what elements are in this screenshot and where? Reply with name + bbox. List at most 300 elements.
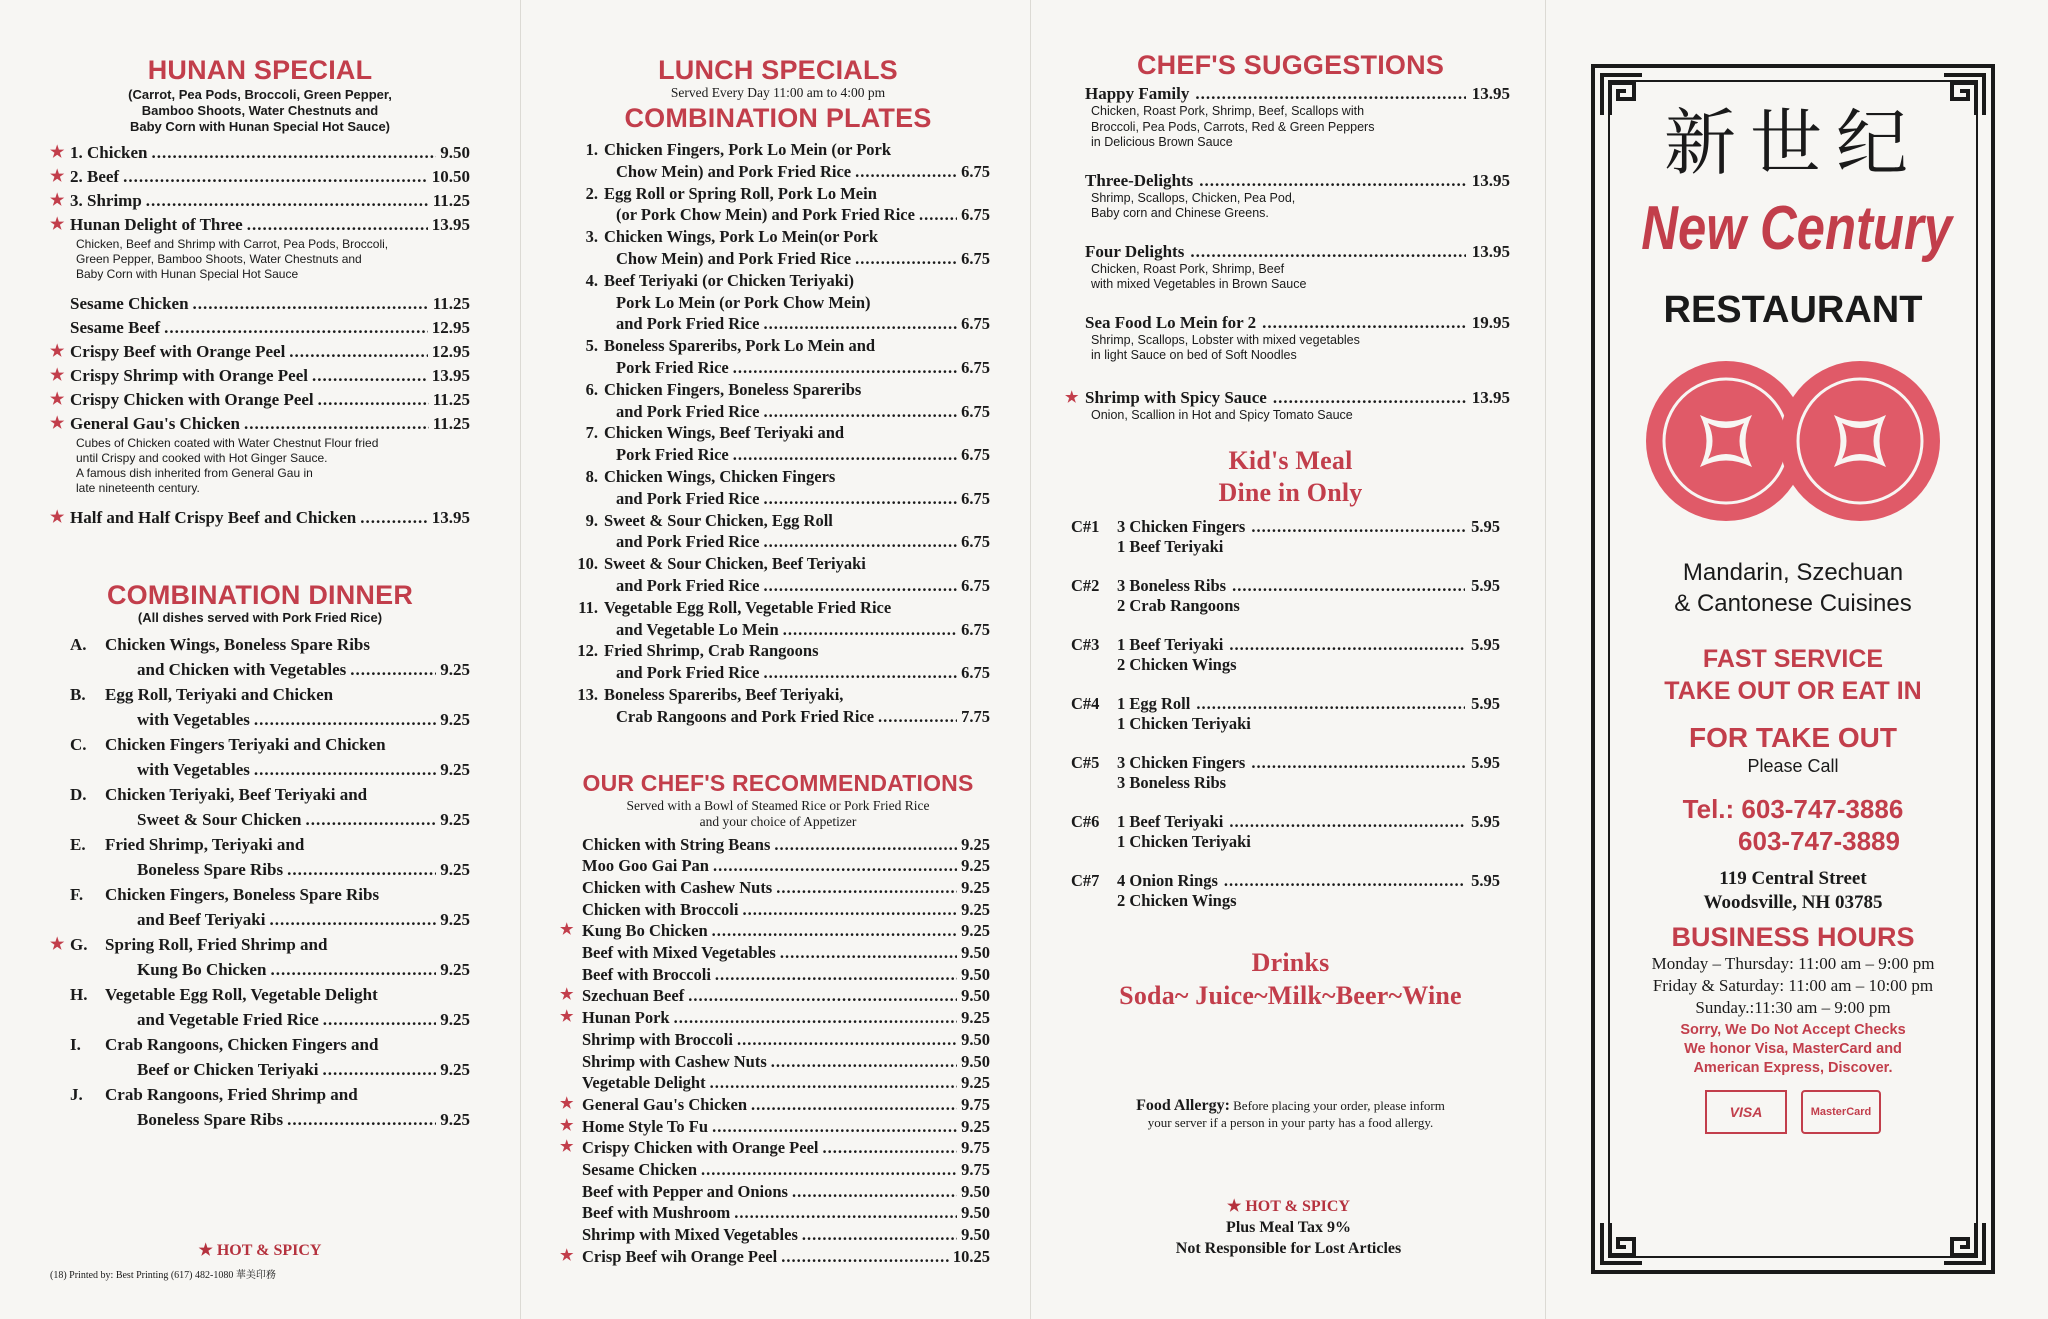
desc-line: Cubes of Chicken coated with Water Chestnut Flour fried	[76, 436, 379, 450]
chef-rec-item	[574, 834, 990, 856]
menu-item-name: 2. Beef	[70, 167, 120, 186]
mid-footer	[1031, 1196, 1546, 1259]
menu-item-price: 9.50	[440, 143, 470, 162]
leader-dots	[350, 657, 436, 682]
fast-service: FAST SERVICE TAKE OUT OR EAT IN	[1664, 645, 1922, 705]
hot-spicy-star-icon: ★	[50, 391, 65, 408]
lunch-number: 13.	[577, 684, 598, 704]
lunch-price: 6.75	[961, 357, 990, 377]
hot-spicy-star-icon: ★	[560, 1117, 574, 1134]
hot-spicy-star-icon: ★	[560, 922, 574, 939]
leader-dots	[1262, 313, 1466, 333]
chef-sug-name: Shrimp with Spicy Sauce	[1085, 387, 1267, 407]
combo-price: 9.25	[440, 1110, 470, 1129]
chef-rec-title: OUR CHEF'S RECOMMENDATIONS	[582, 769, 974, 796]
combo-price: 9.25	[440, 860, 470, 879]
kids-line2: 1 Chicken Teriyaki	[1117, 714, 1251, 733]
combo-item	[70, 882, 470, 932]
lunch-line1: Boneless Spareribs, Beef Teriyaki,	[604, 684, 844, 704]
kids-line2: 1 Beef Teriyaki	[1117, 537, 1224, 556]
combo-line1: Chicken Fingers Teriyaki and Chicken	[105, 735, 386, 754]
combo-letter: B.	[70, 685, 86, 704]
telephone-2[interactable]: 603-747-3889	[1738, 826, 1900, 856]
desc-line: late nineteenth century.	[76, 481, 200, 495]
lunch-last-text: Crab Rangoons and Pork Fried Rice	[616, 706, 875, 726]
lunch-line2: Pork Lo Mein (or Pork Chow Mein)	[616, 292, 871, 312]
menu-item-name: Crispy Shrimp with Orange Peel	[70, 366, 308, 385]
kids-item	[1071, 576, 1500, 616]
restaurant-name: New Century	[1641, 194, 1953, 263]
desc-line: with mixed Vegetables in Brown Sauce	[1091, 277, 1307, 291]
lunch-line1: Chicken Fingers, Boneless Spareribs	[604, 379, 862, 399]
cover-content	[1608, 100, 1978, 1134]
leader-dots	[688, 985, 957, 1007]
leader-dots	[855, 161, 957, 183]
hot-spicy-star-icon: ★	[560, 987, 574, 1004]
lunch-last-text: Pork Fried Rice	[616, 357, 729, 377]
chef-rec-item	[560, 1007, 990, 1029]
chef-rec-price: 9.50	[961, 1181, 990, 1201]
desc-line: Chicken, Roast Pork, Shrimp, Beef, Scallops with	[1091, 104, 1365, 118]
chef-rec-price: 9.25	[961, 834, 990, 854]
chef-sug-name: Happy Family	[1085, 84, 1190, 103]
leader-dots	[823, 1137, 958, 1159]
leader-dots	[287, 857, 436, 882]
hot-spicy-star-icon: ★	[560, 1009, 574, 1026]
menu-item-name: Hunan Delight of Three	[70, 215, 243, 234]
chef-rec-price: 9.50	[961, 1225, 990, 1245]
lost-articles: Not Responsible for Lost Articles	[1175, 1240, 1402, 1257]
combo-line1: Chicken Teriyaki, Beef Teriyaki and	[105, 785, 368, 804]
chef-sug-desc	[1071, 408, 1510, 424]
menu-item	[50, 506, 470, 530]
combo-item	[70, 632, 470, 682]
lunch-line1: Chicken Fingers, Pork Lo Mein (or Pork	[604, 140, 892, 159]
chef-sug-desc	[1071, 191, 1510, 222]
combo-line2-text: Kung Bo Chicken	[137, 960, 267, 979]
kids-line1	[1071, 812, 1500, 832]
lunch-number: 4.	[585, 270, 598, 290]
kids-code: C#2	[1071, 576, 1100, 595]
leader-dots	[774, 834, 957, 856]
lunch-number: 1.	[585, 140, 598, 159]
kids-price: 5.95	[1471, 576, 1500, 595]
menu-item	[70, 316, 470, 340]
leader-dots	[713, 855, 957, 877]
lunch-price: 6.75	[961, 532, 990, 552]
lunch-price: 6.75	[961, 575, 990, 595]
chef-rec-list	[560, 834, 990, 1268]
chef-sug-list	[1065, 84, 1510, 423]
kids-meal-title: Kid's Meal Dine in Only	[1218, 446, 1363, 507]
chef-rec-price: 9.75	[961, 1138, 990, 1158]
chef-rec-name: Kung Bo Chicken	[582, 921, 708, 941]
combo-letter: H.	[70, 985, 88, 1004]
combo-letter: A.	[70, 635, 87, 654]
chef-sug-desc	[1071, 333, 1510, 364]
chef-rec-item	[574, 964, 990, 986]
combo-letter: G.	[70, 935, 88, 954]
combo-letter: J.	[70, 1085, 83, 1104]
leader-dots	[1196, 694, 1465, 714]
leader-dots	[1229, 812, 1465, 832]
hot-spicy-star-icon: ★	[50, 192, 65, 209]
chef-rec-price: 9.50	[961, 986, 990, 1006]
kids-code: C#6	[1071, 812, 1100, 831]
menu-item-price: 13.95	[431, 366, 470, 385]
menu-item-price: 13.95	[431, 508, 470, 527]
menu-item-price: 11.25	[432, 191, 470, 210]
chef-rec-name: Beef with Mushroom	[582, 1203, 731, 1223]
lunch-last-text: and Pork Fried Rice	[616, 488, 760, 508]
chinese-name: 新世纪	[1663, 101, 1922, 185]
panel-cover	[1545, 0, 2048, 1319]
leader-dots	[1273, 388, 1466, 408]
desc-line: Baby corn and Chinese Greens.	[1091, 206, 1269, 220]
desc-line: Chicken, Roast Pork, Shrimp, Beef	[1091, 261, 1285, 276]
combo-line1: Crab Rangoons, Chicken Fingers and	[105, 1035, 379, 1054]
kids-code: C#5	[1071, 753, 1100, 772]
menu-item	[50, 364, 470, 388]
leader-dots	[270, 957, 436, 982]
menu-item-name: 3. Shrimp	[70, 191, 142, 210]
combo-letter: E.	[70, 835, 86, 854]
kids-text: 1 Egg Roll	[1117, 694, 1191, 713]
menu-item-price: 12.95	[431, 342, 470, 361]
lunch-last-text: and Pork Fried Rice	[616, 575, 760, 595]
lunch-item	[566, 553, 990, 597]
chef-rec-item	[574, 942, 990, 964]
menu-item-price: 11.25	[432, 390, 470, 409]
chef-rec-item	[574, 1202, 990, 1224]
menu-item-name: Sesame Beef	[70, 318, 161, 337]
desc-line: Baby Corn with Hunan Special Hot Sauce	[76, 267, 299, 281]
chef-sug-price: 19.95	[1471, 312, 1510, 332]
lunch-last-line	[566, 662, 990, 684]
chef-rec-name: Crisp Beef wih Orange Peel	[582, 1246, 778, 1266]
combo-item	[70, 832, 470, 882]
printer-credit: (18) Printed by: Best Printing (617) 482-1080 華美印務	[50, 1270, 276, 1281]
chef-rec-item	[574, 1181, 990, 1203]
lunch-last-line	[566, 575, 990, 597]
leader-dots	[780, 942, 957, 964]
menu-item-desc	[70, 237, 470, 282]
chef-rec-name: Chicken with String Beans	[582, 834, 771, 854]
kids-item	[1071, 694, 1500, 734]
chef-rec-name: Sesame Chicken	[582, 1160, 698, 1180]
chef-rec-item	[560, 1094, 990, 1116]
combo-line2	[70, 657, 470, 682]
chef-sug-price: 13.95	[1471, 387, 1510, 407]
kids-code: C#4	[1071, 694, 1100, 713]
hot-spicy-star-icon: ★	[50, 216, 65, 233]
chef-rec-price: 9.50	[961, 1051, 990, 1071]
combo-line2	[70, 1007, 470, 1032]
leader-dots	[710, 1072, 958, 1094]
combo-line2	[70, 957, 470, 982]
chef-rec-name: Vegetable Delight	[582, 1073, 706, 1093]
combo-price: 9.25	[440, 760, 470, 779]
chef-rec-item	[574, 899, 990, 921]
chef-sug-item	[1071, 242, 1510, 262]
leader-dots	[878, 706, 957, 728]
leader-dots	[306, 807, 437, 832]
card-logos	[1608, 1090, 1978, 1134]
lunch-last-line	[566, 313, 990, 335]
payment-note: Sorry, We Do Not Accept Checks We honor Visa, MasterCard and American Express, Discover.	[1680, 1022, 1906, 1076]
chef-rec-name: Shrimp with Mixed Vegetables	[582, 1225, 798, 1245]
leader-dots	[254, 757, 436, 782]
combo-line2-text: Boneless Spare Ribs	[137, 1110, 284, 1129]
leader-dots	[763, 662, 957, 684]
leader-dots	[123, 165, 428, 189]
desc-line: Green Pepper, Bamboo Shoots, Water Chestnuts and	[76, 252, 362, 266]
combo-line2-text: and Chicken with Vegetables	[137, 660, 347, 679]
kids-item	[1071, 635, 1500, 675]
lunch-price: 6.75	[961, 161, 990, 181]
hot-spicy-star-icon: ★	[560, 1095, 574, 1112]
leader-dots	[1251, 753, 1465, 773]
combo-line1: Chicken Fingers, Boneless Spare Ribs	[105, 885, 380, 904]
leader-dots	[763, 531, 957, 553]
please-call: Please Call	[1747, 756, 1839, 776]
lunch-price: 6.75	[961, 445, 990, 465]
chef-rec-price: 9.25	[961, 856, 990, 876]
drinks-list: Soda~ Juice~Milk~Beer~Wine	[1119, 981, 1462, 1010]
lunch-number: 12.	[577, 641, 598, 661]
chef-rec-item	[574, 877, 990, 899]
kids-line1	[1071, 517, 1500, 537]
mastercard-logo: MasterCard	[1801, 1090, 1881, 1134]
combo-line2	[70, 1057, 470, 1082]
combo-line1: Chicken Wings, Boneless Spare Ribs	[105, 635, 370, 654]
hunan-note: (Carrot, Pea Pods, Broccoli, Green Pepper, Bamboo Shoots, Water Chestnuts and Baby Corn with Hunan Special Hot Sauce)	[128, 87, 392, 134]
combo-item	[70, 732, 470, 782]
kids-price: 5.95	[1471, 694, 1500, 713]
lunch-number: 7.	[585, 423, 598, 443]
chef-sug-item	[1065, 387, 1510, 408]
lunch-last-text: and Pork Fried Rice	[616, 532, 760, 552]
chef-rec-price: 9.50	[961, 1029, 990, 1049]
chef-rec-price: 9.75	[961, 1094, 990, 1114]
leader-dots	[1195, 84, 1465, 104]
kids-code: C#7	[1071, 871, 1100, 890]
menu-item	[70, 292, 470, 316]
lunch-number: 3.	[585, 227, 598, 247]
desc-line: Shrimp, Scallops, Lobster with mixed vegetables	[1091, 332, 1360, 347]
for-take-out: FOR TAKE OUT	[1689, 722, 1897, 753]
menu-item-name: Sesame Chicken	[70, 294, 189, 313]
hot-spicy-star-icon: ★	[50, 415, 65, 432]
chef-rec-name: Szechuan Beef	[582, 986, 685, 1006]
lunch-line1: Chicken Wings, Chicken Fingers	[604, 466, 836, 486]
chef-rec-item	[560, 1137, 990, 1159]
combo-letter: I.	[70, 1035, 81, 1054]
chef-rec-item	[574, 855, 990, 877]
chef-sug-name: Four Delights	[1085, 241, 1185, 261]
leader-dots	[164, 316, 428, 340]
kids-item	[1071, 517, 1500, 557]
menu-item-desc	[70, 436, 470, 496]
leader-dots	[146, 189, 429, 213]
combo-line2-text: and Vegetable Fried Rice	[137, 1010, 319, 1029]
leader-dots	[318, 388, 429, 412]
hot-spicy-star-icon: ★	[50, 367, 65, 384]
meal-tax: Plus Meal Tax 9%	[1226, 1219, 1351, 1236]
lunch-line1: Sweet & Sour Chicken, Beef Teriyaki	[604, 554, 866, 574]
lunch-list	[566, 139, 990, 728]
chef-rec-item	[560, 920, 990, 942]
chef-rec-name: Shrimp with Broccoli	[582, 1029, 733, 1049]
leader-dots	[737, 1029, 957, 1051]
combo-line2	[70, 707, 470, 732]
kids-price: 5.95	[1471, 871, 1500, 890]
kids-text: 4 Onion Rings	[1117, 871, 1218, 890]
leader-dots	[323, 1057, 437, 1082]
hot-spicy-star-icon: ★	[1065, 389, 1079, 406]
lunch-line1: Egg Roll or Spring Roll, Pork Lo Mein	[604, 183, 877, 203]
menu-item	[50, 388, 470, 412]
chef-rec-item	[560, 985, 990, 1007]
leader-dots	[1224, 871, 1465, 891]
leader-dots	[855, 248, 957, 270]
menu-item-name: 1. Chicken	[70, 143, 148, 162]
hot-spicy-star-icon: ★	[50, 168, 65, 185]
lunch-item	[566, 379, 990, 423]
lunch-price: 6.75	[961, 401, 990, 421]
telephone-1[interactable]: Tel.: 603-747-3886	[1682, 794, 1904, 824]
lunch-last-line	[566, 531, 990, 553]
kids-line2: 3 Boneless Ribs	[1117, 773, 1227, 792]
leader-dots	[287, 1107, 436, 1132]
desc-line: Chicken, Beef and Shrimp with Carrot, Pea Pods, Broccoli,	[76, 237, 389, 251]
lunch-last-text: Chow Mein) and Pork Fried Rice	[616, 161, 852, 181]
leader-dots	[781, 1246, 949, 1268]
combo-line1: Vegetable Egg Roll, Vegetable Delight	[105, 985, 378, 1004]
combo-dinner-title: COMBINATION DINNER	[106, 580, 414, 610]
coin-logo	[1638, 356, 1948, 526]
leader-dots	[733, 357, 957, 379]
leader-dots	[742, 899, 957, 921]
lunch-last-text: and Pork Fried Rice	[616, 401, 760, 421]
lunch-item	[566, 226, 990, 270]
desc-line: Shrimp, Scallops, Chicken, Pea Pod,	[1091, 190, 1296, 205]
lunch-last-line	[566, 488, 990, 510]
lunch-line1: Beef Teriyaki (or Chicken Teriyaki)	[604, 270, 854, 290]
kids-line1	[1071, 635, 1500, 655]
lunch-number: 10.	[577, 554, 598, 574]
menu-item-name: General Gau's Chicken	[70, 414, 241, 433]
lunch-price: 7.75	[961, 706, 990, 726]
lunch-item	[566, 183, 990, 227]
menu-item-price: 11.25	[432, 294, 470, 313]
combo-price: 9.25	[440, 1060, 470, 1079]
chef-rec-price: 9.50	[961, 1203, 990, 1223]
lunch-last-text: and Pork Fried Rice	[616, 663, 760, 683]
kids-line1	[1071, 871, 1500, 891]
lunch-item	[566, 597, 990, 641]
kids-price: 5.95	[1471, 517, 1500, 536]
kids-line1	[1071, 753, 1500, 773]
hot-spicy-star-icon: ★	[50, 936, 65, 953]
lunch-line1: Fried Shrimp, Crab Rangoons	[604, 641, 819, 661]
chef-rec-name: Home Style To Fu	[582, 1116, 709, 1136]
chef-rec-price: 9.50	[961, 943, 990, 963]
leader-dots	[193, 292, 429, 316]
lunch-line1: Chicken Wings, Beef Teriyaki and	[604, 423, 845, 443]
lunch-item	[566, 422, 990, 466]
chef-rec-name: General Gau's Chicken	[582, 1094, 748, 1114]
lunch-item	[566, 270, 990, 335]
lunch-last-line	[566, 357, 990, 379]
combo-item	[70, 982, 470, 1032]
lunch-note: Served Every Day 11:00 am to 4:00 pm	[670, 85, 886, 100]
leader-dots	[733, 444, 957, 466]
leader-dots	[919, 204, 957, 226]
chef-rec-note: Served with a Bowl of Steamed Rice or Pork Fried Rice and your choice of Appetizer	[626, 797, 930, 829]
lunch-item	[566, 139, 990, 183]
chef-rec-item	[560, 1246, 990, 1268]
kids-text: 3 Chicken Fingers	[1117, 753, 1246, 772]
lunch-last-line	[566, 161, 990, 183]
combo-letter: C.	[70, 735, 87, 754]
chef-rec-name: Beef with Pepper and Onions	[582, 1181, 788, 1201]
chef-rec-price: 9.25	[961, 899, 990, 919]
cuisines: Mandarin, Szechuan & Cantonese Cuisines	[1674, 559, 1912, 617]
kids-text: 1 Beef Teriyaki	[1117, 812, 1224, 831]
kids-item	[1071, 812, 1500, 852]
lunch-number: 9.	[585, 510, 598, 530]
leader-dots	[244, 412, 429, 436]
hot-spicy-legend-left: ★ HOT & SPICY	[198, 1242, 322, 1259]
hot-spicy-star-icon: ★	[50, 343, 65, 360]
kids-line2: 2 Crab Rangoons	[1117, 596, 1240, 615]
combo-dinner-list	[50, 632, 470, 1132]
hot-spicy-star-icon: ★	[560, 1247, 574, 1264]
combo-plates-title: COMBINATION PLATES	[624, 103, 932, 133]
combo-price: 9.25	[440, 960, 470, 979]
business-hours-title: BUSINESS HOURS	[1671, 922, 1915, 952]
menu-item-price: 10.50	[431, 167, 470, 186]
leader-dots	[712, 1116, 957, 1138]
menu-item	[50, 165, 470, 189]
chef-sug-item	[1071, 84, 1510, 104]
lunch-item	[566, 466, 990, 510]
hot-spicy-star-icon: ★	[560, 1139, 574, 1156]
lunch-price: 6.75	[961, 314, 990, 334]
kids-line2: 2 Chicken Wings	[1117, 891, 1237, 910]
desc-line: in light Sauce on bed of Soft Noodles	[1091, 348, 1297, 362]
kids-text: 1 Beef Teriyaki	[1117, 635, 1224, 654]
combo-price: 9.25	[440, 1010, 470, 1029]
kids-line2: 1 Chicken Teriyaki	[1117, 832, 1251, 851]
menu-item-name: Crispy Beef with Orange Peel	[70, 342, 286, 361]
combo-price: 9.25	[440, 660, 470, 679]
combo-line1: Fried Shrimp, Teriyaki and	[105, 835, 305, 854]
hunan-title: HUNAN SPECIAL	[147, 55, 373, 85]
restaurant-word: RESTAURANT	[1663, 289, 1923, 331]
chef-rec-price: 9.75	[961, 1160, 990, 1180]
chef-rec-name: Beef with Mixed Vegetables	[582, 943, 776, 963]
chef-sug-name: Sea Food Lo Mein for 2	[1085, 312, 1257, 332]
combo-line2-text: Beef or Chicken Teriyaki	[137, 1060, 319, 1079]
lunch-last-line	[566, 619, 990, 641]
kids-text: 3 Boneless Ribs	[1117, 576, 1227, 595]
chef-rec-price: 10.25	[952, 1246, 990, 1266]
combo-line2	[70, 907, 470, 932]
menu-item	[50, 340, 470, 364]
leader-dots	[674, 1007, 958, 1029]
